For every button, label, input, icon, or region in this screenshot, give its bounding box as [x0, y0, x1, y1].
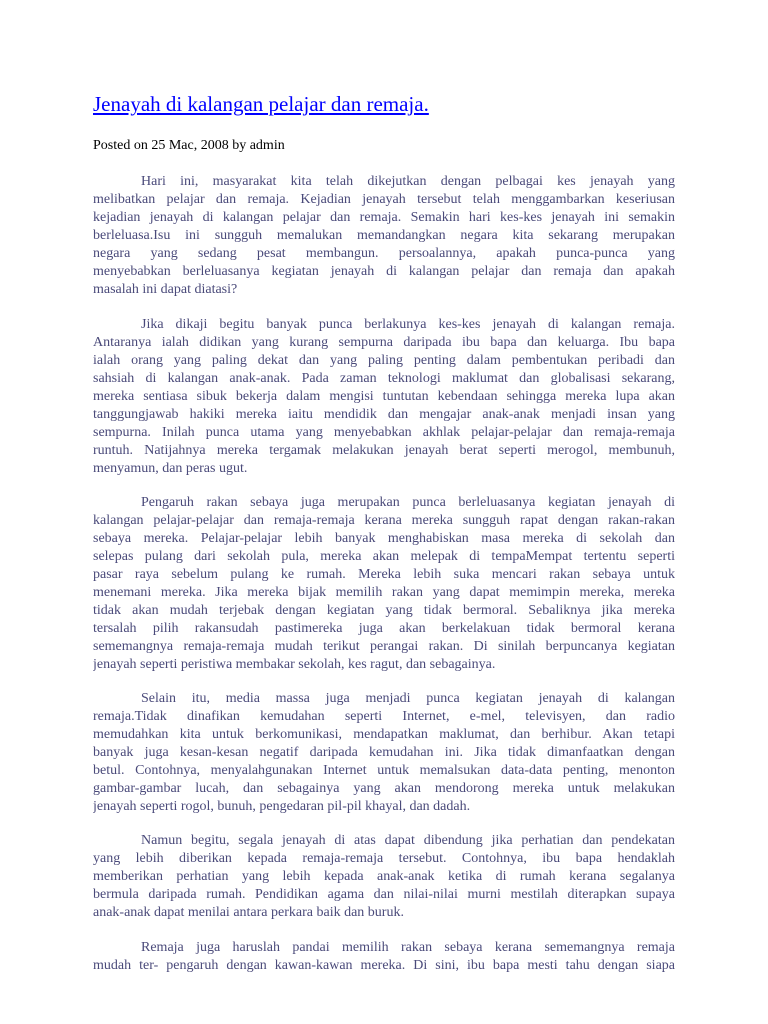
paragraph-line: pasar raya sebelum pulang ke rumah. Mereka lebih suka mencari rakan sebaya untuk — [93, 567, 675, 582]
paragraph-line: menyamun, dan peras ugut. — [93, 461, 248, 476]
paragraph-line: mereka sentiasa sibuk bekerja dalam mengisi tuntutan kebendaan sehingga mereka lupa akan — [93, 389, 675, 404]
paragraph-line: masalah ini dapat diatasi? — [93, 282, 238, 297]
paragraph-line: remaja.Tidak dinafikan kemudahan seperti Internet, e-mel, televisyen, dan radio — [93, 709, 675, 724]
paragraph-line: tidak akan mudah terjebak dengan kegiatan yang tidak bermoral. Sebaliknya jika mereka — [93, 603, 675, 618]
paragraph-line: selepas pulang dari sekolah pula, mereka akan melepak di tempaMempat tertentu seperti — [93, 549, 675, 564]
paragraph-line: yang lebih diberikan kepada remaja-remaja tersebut. Contohnya, ibu bapa hendaklah — [93, 851, 675, 866]
paragraph-line: berleluasa.Isu ini sungguh memalukan memandangkan negara kita sekarang merupakan — [93, 228, 675, 243]
paragraph-line: runtuh. Natijahnya mereka tergamak melakukan jenayah berat seperti merogol, membunuh, — [93, 443, 675, 458]
paragraph-line: jenayah seperti peristiwa membakar sekolah, kes ragut, dan sebagainya. — [93, 657, 496, 672]
paragraph-2 — [93, 316, 675, 478]
paragraph-line: mudah ter- pengaruh dengan kawan-kawan mereka. Di sini, ibu bapa mesti tahu dengan siapa — [93, 958, 675, 973]
paragraph-4 — [93, 690, 675, 816]
paragraph-line: tersalah pilih rakansudah pastimereka juga akan berkelakuan tidak bermoral kerana — [93, 621, 675, 636]
paragraph-line: memberikan perhatian yang lebih kepada anak-anak ketika di rumah kerana segalanya — [93, 869, 675, 884]
paragraph-line: Jika dikaji begitu banyak punca berlakunya kes-kes jenayah di kalangan remaja. — [141, 317, 675, 332]
paragraph-line: memudahkan kita untuk berkomunikasi, mendapatkan maklumat, dan berhibur. Akan tetapi — [93, 727, 675, 742]
paragraph-line: banyak juga kesan-kesan negatif daripada kemudahan ini. Jika tidak dimanfaatkan dengan — [93, 745, 675, 760]
paragraph-line: anak-anak dapat menilai antara perkara baik dan buruk. — [93, 905, 404, 920]
post-byline: Posted on 25 Mac, 2008 by admin — [93, 138, 285, 153]
paragraph-line: sebaya mereka. Pelajar-pelajar lebih banyak menghabiskan masa mereka di sekolah dan — [93, 531, 675, 546]
paragraph-line: gambar-gambar lucah, dan sebagainya yang akan mendorong mereka untuk melakukan — [93, 781, 675, 796]
paragraph-line: Namun begitu, segala jenayah di atas dapat dibendung jika perhatian dan pendekatan — [141, 833, 675, 848]
paragraph-line: Antaranya ialah didikan yang kurang sempurna daripada ibu bapa dan keluarga. Ibu bapa — [93, 335, 675, 350]
paragraph-1 — [93, 173, 675, 299]
paragraph-line: sememangnya remaja-remaja mudah terikut perangai rakan. Di sinilah berpuncanya kegiatan — [93, 639, 675, 654]
paragraph-line: Hari ini, masyarakat kita telah dikejutkan dengan pelbagai kes jenayah yang — [141, 174, 675, 189]
paragraph-3 — [93, 494, 675, 674]
paragraph-line: Remaja juga haruslah pandai memilih rakan sebaya kerana sememangnya remaja — [141, 940, 675, 955]
paragraph-line: menemani mereka. Jika mereka bijak memilih rakan yang dapat memimpin mereka, mereka — [93, 585, 675, 600]
paragraph-6 — [93, 939, 675, 975]
paragraph-line: Selain itu, media massa juga menjadi punca kegiatan jenayah di kalangan — [141, 691, 675, 706]
paragraph-line: ialah orang yang paling dekat dan yang paling penting dalam pembentukan peribadi dan — [93, 353, 675, 368]
article-title-link[interactable]: Jenayah di kalangan pelajar dan remaja. — [93, 92, 429, 116]
paragraph-line: negara yang sedang pesat membangun. persoalannya, apakah punca-punca yang — [93, 246, 675, 261]
paragraph-line: kalangan pelajar-pelajar dan remaja-remaja kerana mereka sungguh rapat dengan rakan-rakan — [93, 513, 675, 528]
paragraph-line: tanggungjawab hakiki mereka iaitu mendidik dan mengajar anak-anak menjadi insan yang — [93, 407, 675, 422]
paragraph-line: jenayah seperti rogol, bunuh, pengedaran pil-pil khayal, dan dadah. — [93, 799, 471, 814]
paragraph-line: Pengaruh rakan sebaya juga merupakan punca berleluasanya kegiatan jenayah di — [141, 495, 675, 510]
paragraph-line: melibatkan pelajar dan remaja. Kejadian jenayah tersebut telah menggambarkan keseriusan — [93, 192, 675, 207]
paragraph-line: sahsiah di kalangan anak-anak. Pada zaman teknologi maklumat dan globalisasi sekarang, — [93, 371, 675, 386]
paragraph-line: menyebabkan berleluasanya kegiatan jenayah di kalangan pelajar dan remaja dan apakah — [93, 264, 675, 279]
paragraph-line: betul. Contohnya, menyalahgunakan Internet untuk memalsukan data-data penting, menonton — [93, 763, 675, 778]
paragraph-5 — [93, 832, 675, 922]
paragraph-line: bermula daripada rumah. Pendidikan agama dan nilai-nilai murni mestilah diterapkan supaya — [93, 887, 675, 902]
paragraph-line: kejadian jenayah di kalangan pelajar dan remaja. Semakin hari kes-kes jenayah ini semakin — [93, 210, 675, 225]
paragraph-line: sempurna. Inilah punca utama yang menyebabkan akhlak pelajar-pelajar dan remaja-remaja — [93, 425, 675, 440]
